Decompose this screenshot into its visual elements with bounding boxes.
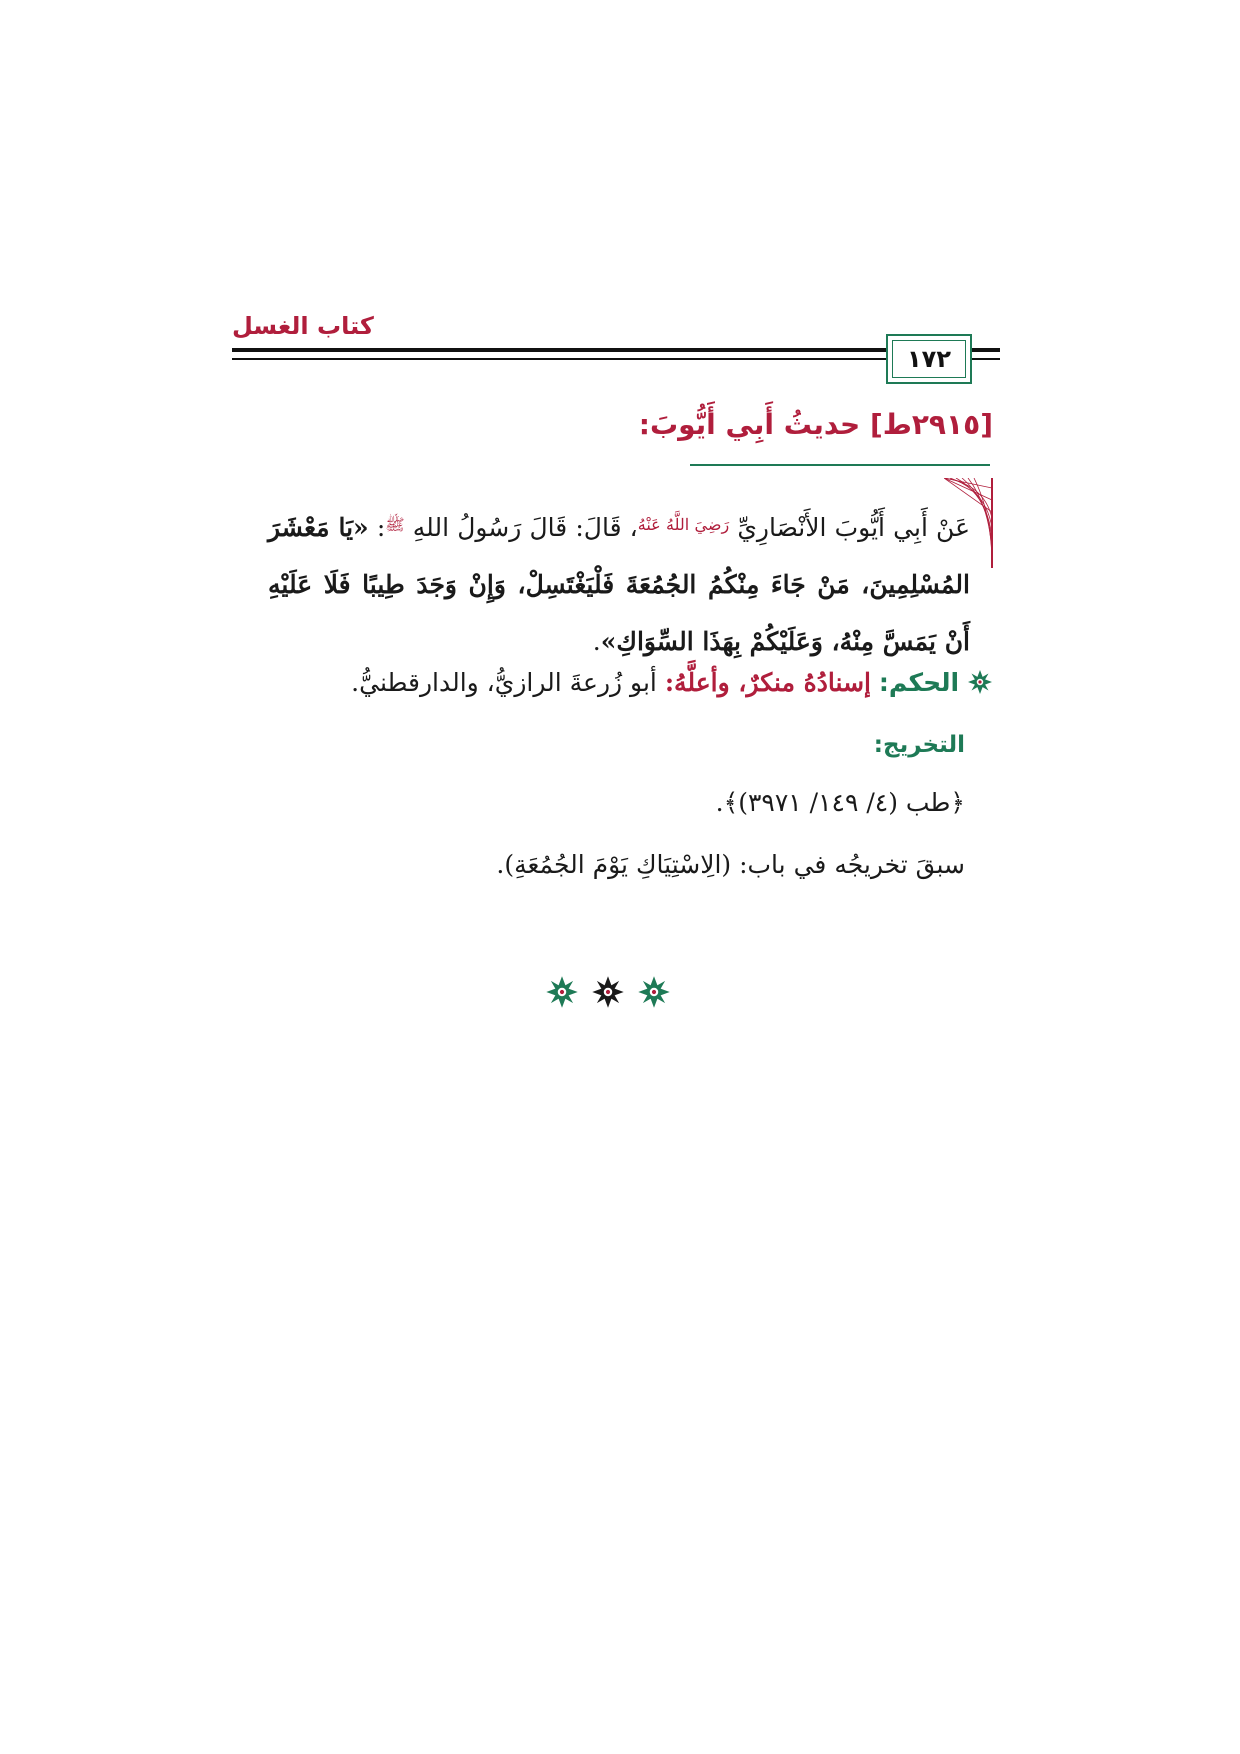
hadith-colon: : bbox=[368, 513, 386, 542]
page-number-frame bbox=[886, 334, 972, 384]
hadith-quote: «يَا مَعْشَرَ المُسْلِمِينَ، مَنْ جَاءَ مِنْكُمُ الجُمُعَةَ فَلْيَغْتَسِلْ، وَإِنْ وَجَدَ طِيبًا فَلَا عَلَيْهِ أَنْ يَمَسَّ مِنْهُ، وَعَلَيْكُمْ بِهَذَا السِّوَاكِ» bbox=[268, 513, 970, 656]
honorific-prophet: ﷺ bbox=[385, 515, 405, 534]
flower-ornament-icon bbox=[591, 975, 625, 1009]
flower-ornament-icon bbox=[545, 975, 579, 1009]
section-end-ornaments bbox=[545, 975, 671, 1009]
hadith-text bbox=[268, 496, 970, 670]
page-number: ١٧٢ bbox=[907, 345, 951, 373]
flower-ornament-icon bbox=[637, 975, 671, 1009]
honorific-companion: رَضِيَ اللَّهُ عَنْهُ bbox=[637, 515, 730, 534]
see-also-note: سبقَ تخريجُه في باب: (الِاسْتِيَاكِ يَوْمَ الجُمُعَةِ). bbox=[496, 850, 965, 879]
header-rule-thick bbox=[232, 348, 886, 352]
hadith-intro: عَنْ أَبِي أَيُّوبَ الأَنْصَارِيِّ bbox=[737, 513, 971, 542]
hadith-heading: [٢٩١٥ط] حديثُ أَبِي أَيُّوبَ: bbox=[638, 408, 993, 441]
running-title: كتاب الغسل bbox=[232, 312, 374, 340]
source-reference: ﴿طب (٤/ ١٤٩/ ٣٩٧١)﴾. bbox=[715, 788, 965, 817]
takhrij-label: التخريج: bbox=[873, 732, 965, 758]
flower-ornament-icon bbox=[967, 669, 993, 695]
hadith-said: ، قَالَ: قَالَ رَسُولُ اللهِ bbox=[412, 513, 638, 542]
heading-underline bbox=[690, 464, 990, 466]
hadith-end: . bbox=[592, 627, 601, 656]
ruling-line bbox=[351, 668, 993, 697]
ruling-verdict: إسنادُهُ منكرٌ، وأعلَّهُ: bbox=[664, 668, 871, 697]
ruling-label: الحكم: bbox=[878, 668, 960, 697]
header-rule-right-thick bbox=[972, 348, 1000, 352]
header-rule-thin bbox=[232, 358, 886, 360]
ruling-critics: أبو زُرعةَ الرازيُّ، والدارقطنيُّ. bbox=[351, 668, 665, 697]
header-rule-right-thin bbox=[972, 358, 1000, 360]
